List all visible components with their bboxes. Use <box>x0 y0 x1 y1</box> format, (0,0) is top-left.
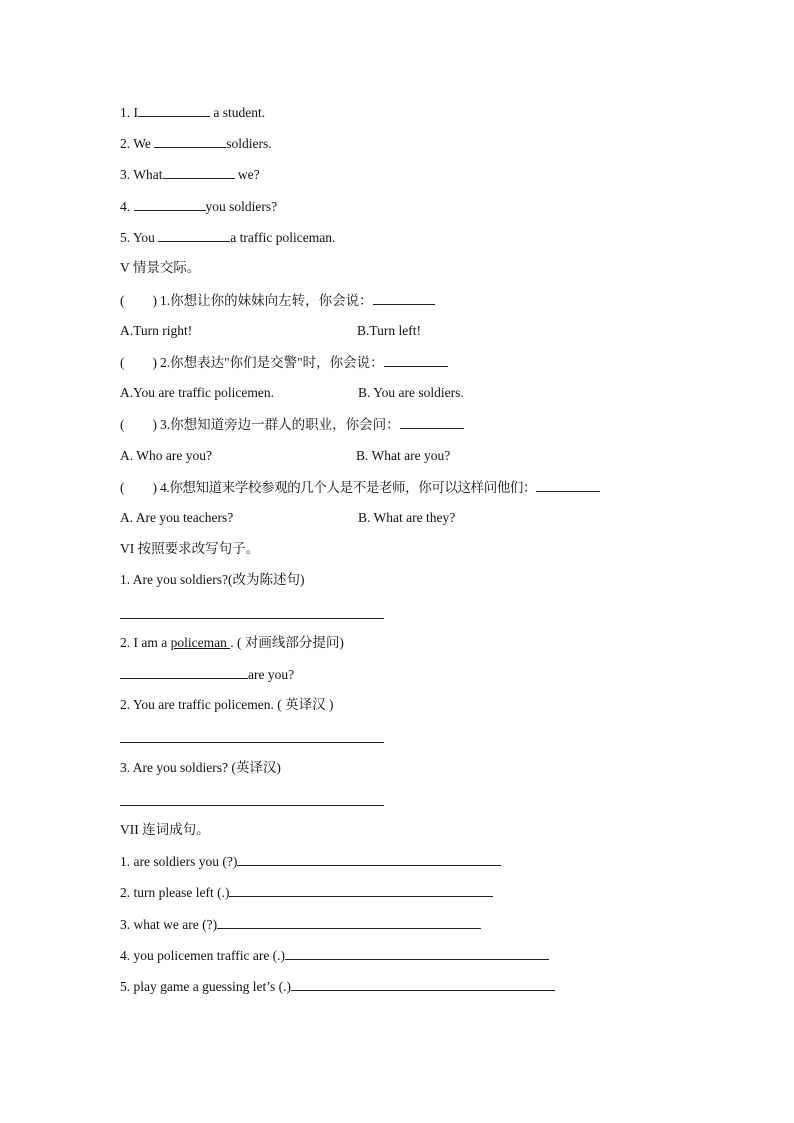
answer-line[interactable] <box>120 742 384 743</box>
option-a[interactable]: A. Are you teachers? <box>120 510 234 525</box>
situation-question-3 <box>120 414 464 434</box>
situation-options-2 <box>120 383 464 403</box>
paren-open: ( <box>120 480 125 495</box>
section-7-title: VII 连词成句。 <box>120 822 210 837</box>
paren-close: ) <box>152 417 157 432</box>
item-text: I <box>130 105 138 120</box>
answer-blank[interactable] <box>217 914 481 929</box>
answer-blank[interactable] <box>229 882 493 897</box>
rewrite-question-1: 1. Are you soldiers?(改为陈述句) <box>120 572 305 587</box>
answer-paren[interactable] <box>120 478 160 498</box>
item-text: a student. <box>210 105 266 120</box>
option-b[interactable]: B. What are you? <box>356 448 451 463</box>
word-order-item-2 <box>120 882 493 902</box>
option-b[interactable]: B. You are soldiers. <box>358 385 464 400</box>
item-number: 4. <box>120 199 131 214</box>
answer-blank[interactable] <box>536 477 600 492</box>
answer-line[interactable] <box>120 805 384 806</box>
question-text: 4.你想知道来学校参观的几个人是不是老师，你可以这样问他们： <box>160 480 537 495</box>
answer-blank[interactable] <box>154 133 226 148</box>
answer-paren[interactable] <box>120 291 160 311</box>
section-6-title: VI 按照要求改写句子。 <box>120 541 260 556</box>
answer-blank[interactable] <box>285 945 549 960</box>
answer-blank[interactable] <box>400 414 464 429</box>
item-number: 3. <box>120 167 131 182</box>
answer-blank[interactable] <box>384 352 448 367</box>
question-text: 2. I am a <box>120 635 171 650</box>
item-number: 1. <box>120 105 131 120</box>
situation-options-3 <box>120 446 451 466</box>
item-text: soldiers. <box>226 136 272 151</box>
word-list: 3. what we are (?) <box>120 917 218 932</box>
word-list: 2. turn please left (.) <box>120 885 230 900</box>
situation-options-1 <box>120 321 422 341</box>
answer-blank[interactable] <box>134 196 206 211</box>
paren-open: ( <box>120 355 125 370</box>
item-text: You <box>130 230 159 245</box>
item-number: 5. <box>120 230 131 245</box>
word-order-item-4 <box>120 945 549 965</box>
paren-close: ) <box>152 293 157 308</box>
item-number: 2. <box>120 136 131 151</box>
rewrite-question-2 <box>120 633 344 653</box>
word-order-item-1 <box>120 851 501 871</box>
fill-blank-item-1 <box>120 102 265 122</box>
word-order-item-5 <box>120 976 555 996</box>
fill-blank-item-4 <box>120 196 277 216</box>
answer-blank[interactable] <box>163 164 235 179</box>
answer-blank[interactable] <box>237 851 501 866</box>
word-list: 5. play game a guessing let’s (.) <box>120 979 291 994</box>
underlined-word: policeman <box>170 635 231 650</box>
item-text: you soldiers? <box>205 199 278 214</box>
fill-blank-item-3 <box>120 164 260 184</box>
situation-options-4 <box>120 508 456 528</box>
situation-question-4 <box>120 477 600 497</box>
paren-open: ( <box>120 293 125 308</box>
answer-paren[interactable] <box>120 353 160 373</box>
option-b[interactable]: B. What are they? <box>358 510 456 525</box>
word-list: 4. you policemen traffic are (.) <box>120 948 286 963</box>
section-5-title: V 情景交际。 <box>120 260 201 275</box>
word-list: 1. are soldiers you (?) <box>120 854 238 869</box>
answer-paren[interactable] <box>120 415 160 435</box>
answer-blank[interactable] <box>138 102 210 117</box>
paren-close: ) <box>152 355 157 370</box>
paren-close: ) <box>152 480 157 495</box>
item-text: a traffic policeman. <box>230 230 336 245</box>
answer-blank[interactable] <box>158 227 230 242</box>
answer-blank[interactable] <box>291 976 555 991</box>
fill-blank-item-5 <box>120 227 335 247</box>
translate-question-1: 2. You are traffic policemen. ( 英译汉 ) <box>120 697 334 712</box>
question-text: 1.你想让你的妹妹向左转，你会说： <box>160 293 373 308</box>
translate-question-2: 3. Are you soldiers? (英译汉) <box>120 760 281 775</box>
item-text: We <box>130 136 155 151</box>
paren-open: ( <box>120 417 125 432</box>
word-order-item-3 <box>120 914 481 934</box>
question-text: 2.你想表达"你们是交警"时，你会说： <box>160 355 384 370</box>
option-a[interactable]: A. Who are you? <box>120 448 212 463</box>
fill-blank-item-2 <box>120 133 272 153</box>
option-a[interactable]: A.Turn right! <box>120 323 193 338</box>
situation-question-1 <box>120 290 435 310</box>
rewrite-answer-2 <box>120 664 294 684</box>
item-text: we? <box>234 167 260 182</box>
question-text: . ( 对画线部分提问) <box>230 635 344 650</box>
option-b[interactable]: B.Turn left! <box>357 323 422 338</box>
answer-line[interactable] <box>120 618 384 619</box>
item-text: What <box>130 167 163 182</box>
answer-blank[interactable] <box>120 664 248 679</box>
question-text: 3.你想知道旁边一群人的职业，你会问： <box>160 417 400 432</box>
answer-suffix: are you? <box>248 667 295 682</box>
option-a[interactable]: A.You are traffic policemen. <box>120 385 274 400</box>
answer-blank[interactable] <box>373 290 435 305</box>
situation-question-2 <box>120 352 448 372</box>
